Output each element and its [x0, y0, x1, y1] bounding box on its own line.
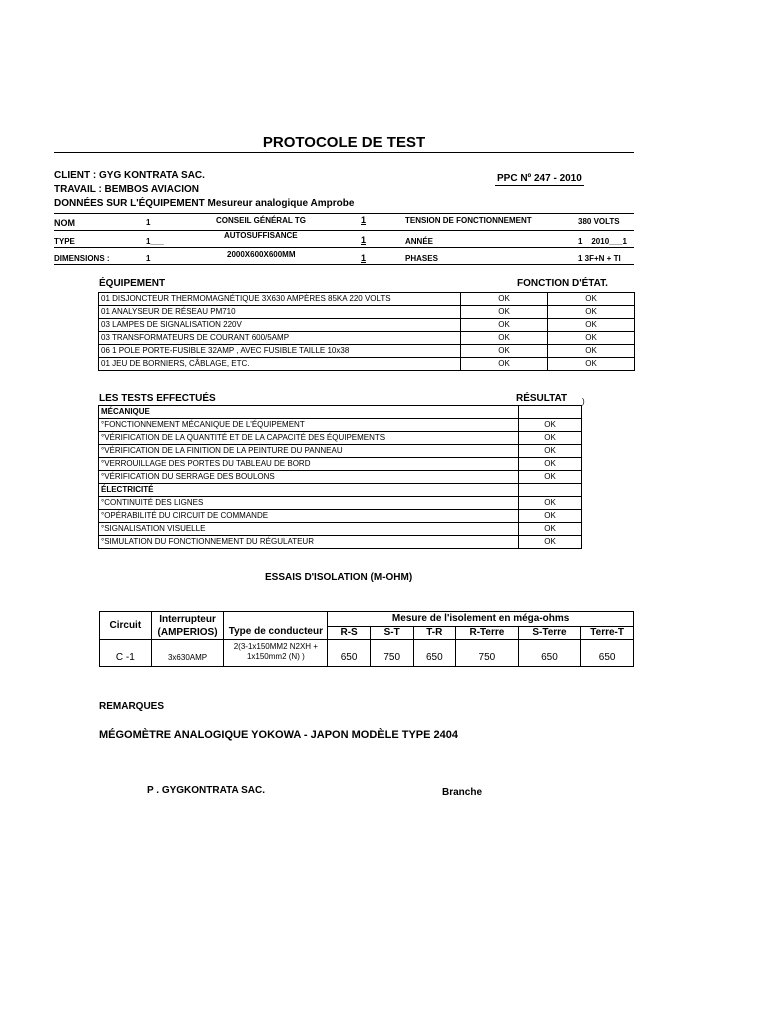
insulation-heading: ESSAIS D'ISOLATION (M-OHM) [265, 572, 413, 583]
autosuffisance-qty: 1 [361, 235, 367, 245]
equipment-name: 03 TRANSFORMATEURS DE COURANT 600/5AMP [99, 332, 461, 345]
col-s-t: S-T [370, 627, 413, 640]
equipment-row [99, 319, 635, 332]
test-name: °VÉRIFICATION DU SERRAGE DES BOULONS [99, 471, 519, 484]
equipment-status-2: OK [548, 319, 635, 332]
equipment-name: 01 JEU DE BORNIERS, CÂBLAGE, ETC. [99, 358, 461, 371]
row-type: 2(3-1x150MM2 N2XH + 1x150mm2 (N) ) [224, 640, 328, 667]
col-type: Type de conducteur [224, 612, 328, 640]
col-r-terre: R-Terre [456, 627, 519, 640]
tension-value: 380 VOLTS [578, 217, 620, 226]
conseil-label: CONSEIL GÉNÉRAL TG [216, 216, 306, 225]
remarks-heading: REMARQUES [99, 701, 165, 712]
test-result: OK [519, 510, 582, 523]
test-result [519, 406, 582, 419]
test-category: MÉCANIQUE [99, 406, 519, 419]
test-result: OK [519, 432, 582, 445]
conseil-qty: 1 [361, 215, 367, 225]
donnees-line: DONNÉES SUR L'ÉQUIPEMENT Mesureur analogique Amprobe [54, 198, 355, 209]
status-heading: FONCTION D'ÉTAT. [517, 278, 608, 289]
nom-value: 1 [146, 218, 151, 227]
test-result: OK [519, 536, 582, 549]
test-row [99, 497, 582, 510]
test-row [99, 523, 582, 536]
col-s-terre: S-Terre [518, 627, 581, 640]
equipment-status-1: OK [461, 293, 548, 306]
type-label: TYPE [54, 237, 75, 246]
value-s-terre: 650 [518, 640, 581, 667]
equipment-status-2: OK [548, 358, 635, 371]
dimensions-label: DIMENSIONS : [54, 254, 110, 263]
nom-label: NOM [54, 218, 75, 228]
test-row [99, 458, 582, 471]
equipment-status-1: OK [461, 345, 548, 358]
test-result: OK [519, 497, 582, 510]
equipment-status-1: OK [461, 358, 548, 371]
col-r-s: R-S [328, 627, 371, 640]
test-row [99, 445, 582, 458]
test-result: OK [519, 445, 582, 458]
info-rule-1 [54, 230, 634, 231]
insulation-table [99, 611, 634, 667]
equipment-row [99, 358, 635, 371]
equipment-name: 03 LAMPES DE SIGNALISATION 220V [99, 319, 461, 332]
row-circuit: C -1 [100, 640, 152, 667]
test-result: OK [519, 471, 582, 484]
equipment-status-2: OK [548, 345, 635, 358]
annee-value: 1 2010___1 [578, 237, 627, 246]
test-category-row [99, 406, 582, 419]
equipment-status-1: OK [461, 319, 548, 332]
travail-line: TRAVAIL : BEMBOS AVIACION [54, 184, 199, 195]
test-row [99, 432, 582, 445]
remarks-text: MÉGOMÈTRE ANALOGIQUE YOKOWA - JAPON MODÈLE TYPE 2404 [99, 729, 458, 741]
phases-value: 1 3F+N + Tl [578, 254, 621, 263]
test-name: °VÉRIFICATION DE LA QUANTITÉ ET DE LA CAPACITÉ DES ÉQUIPEMENTS [99, 432, 519, 445]
test-row [99, 510, 582, 523]
value-t-r: 650 [413, 640, 456, 667]
test-category-row [99, 484, 582, 497]
dimensions-size: 2000X600X600MM [227, 250, 296, 259]
phases-label: PHASES [405, 254, 438, 263]
col-interrupteur: Interrupteur (AMPERIOS) [151, 612, 224, 640]
test-name: °OPÉRABILITÉ DU CIRCUIT DE COMMANDE [99, 510, 519, 523]
equipment-status-1: OK [461, 332, 548, 345]
signature-right: Branche [442, 787, 483, 798]
test-result: OK [519, 523, 582, 536]
value-r-s: 650 [328, 640, 371, 667]
test-row [99, 471, 582, 484]
equipment-name: 01 ANALYSEUR DE RÉSEAU PM710 [99, 306, 461, 319]
equipment-table [98, 292, 635, 371]
test-row [99, 536, 582, 549]
info-top-rule [54, 213, 634, 214]
equipment-status-2: OK [548, 293, 635, 306]
client-line: CLIENT : GYG KONTRATA SAC. [54, 170, 205, 181]
col-terre-t: Terre-T [581, 627, 634, 640]
tension-label: TENSION DE FONCTIONNEMENT [405, 216, 532, 225]
test-row [99, 419, 582, 432]
test-result [519, 484, 582, 497]
test-name: °VERROUILLAGE DES PORTES DU TABLEAU DE BORD [99, 458, 519, 471]
tests-heading: LES TESTS EFFECTUÉS [99, 393, 216, 404]
equipment-heading: ÉQUIPEMENT [99, 278, 166, 289]
test-name: °FONCTIONNEMENT MÉCANIQUE DE L'ÉQUIPEMENT [99, 419, 519, 432]
row-interrupteur: 3x630AMP [151, 640, 224, 667]
equipment-status-1: OK [461, 306, 548, 319]
page-title: PROTOCOLE DE TEST [262, 134, 426, 151]
test-result: OK [519, 458, 582, 471]
equipment-status-2: OK [548, 306, 635, 319]
result-heading: RÉSULTAT [516, 393, 568, 404]
annee-label: ANNÉE [405, 237, 434, 246]
dimensions-qty: 1 [361, 253, 367, 263]
info-rule-2 [54, 247, 634, 248]
value-r-terre: 750 [456, 640, 519, 667]
dimensions-value: 1 [146, 254, 151, 263]
col-mesure: Mesure de l'isolement en méga-ohms [328, 612, 634, 627]
test-name: °SIMULATION DU FONCTIONNEMENT DU RÉGULATEUR [99, 536, 519, 549]
info-bottom-rule [54, 264, 634, 265]
title-divider [54, 152, 634, 153]
value-terre-t: 650 [581, 640, 634, 667]
equipment-row [99, 293, 635, 306]
result-mark: ) [582, 397, 585, 406]
value-s-t: 750 [370, 640, 413, 667]
test-category: ÉLECTRICITÉ [99, 484, 519, 497]
equipment-name: 01 DISJONCTEUR THERMOMAGNÉTIQUE 3X630 AMPÈRES 85KA 220 VOLTS [99, 293, 461, 306]
equipment-name: 06 1 POLE PORTE-FUSIBLE 32AMP , AVEC FUSIBLE TAILLE 10x38 [99, 345, 461, 358]
type-value: 1___ [146, 237, 164, 246]
equipment-row [99, 306, 635, 319]
col-circuit: Circuit [100, 612, 152, 640]
autosuffisance-label: AUTOSUFFISANCE [224, 231, 298, 240]
ppc-number: PPC Nº 247 - 2010 [497, 173, 582, 184]
test-result: OK [519, 419, 582, 432]
test-name: °CONTINUITÉ DES LIGNES [99, 497, 519, 510]
test-name: °VÉRIFICATION DE LA FINITION DE LA PEINTURE DU PANNEAU [99, 445, 519, 458]
equipment-status-2: OK [548, 332, 635, 345]
equipment-row [99, 332, 635, 345]
test-name: °SIGNALISATION VISUELLE [99, 523, 519, 536]
tests-table [98, 405, 582, 549]
signature-left: P . GYGKONTRATA SAC. [147, 785, 265, 796]
col-t-r: T-R [413, 627, 456, 640]
equipment-row [99, 345, 635, 358]
